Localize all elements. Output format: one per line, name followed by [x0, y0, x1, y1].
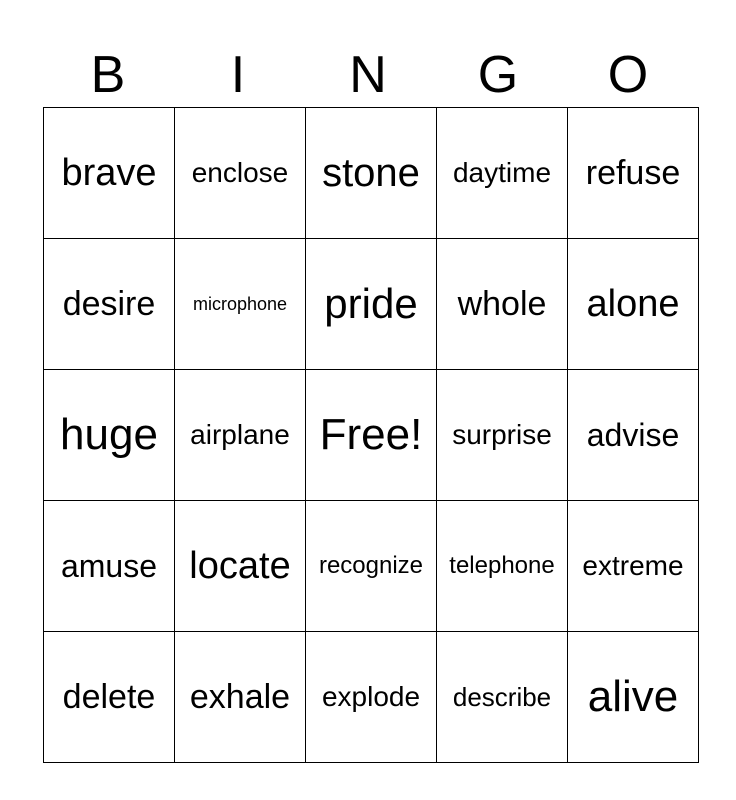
bingo-header: [43, 46, 693, 104]
bingo-cell: describe: [437, 632, 568, 763]
bingo-grid: [43, 107, 699, 763]
grid-row: [44, 239, 699, 370]
bingo-cell: locate: [175, 501, 306, 632]
bingo-cell: desire: [44, 239, 175, 370]
bingo-cell: refuse: [568, 108, 699, 239]
header-letter-g: G: [477, 46, 519, 104]
bingo-cell: delete: [44, 632, 175, 763]
free-space-cell: Free!: [306, 370, 437, 501]
bingo-cell: airplane: [175, 370, 306, 501]
bingo-cell: exhale: [175, 632, 306, 763]
bingo-cell: telephone: [437, 501, 568, 632]
bingo-cell: stone: [306, 108, 437, 239]
bingo-cell: recognize: [306, 501, 437, 632]
grid-row: [44, 632, 699, 763]
bingo-cell: enclose: [175, 108, 306, 239]
grid-row: [44, 501, 699, 632]
bingo-cell: daytime: [437, 108, 568, 239]
bingo-cell: explode: [306, 632, 437, 763]
bingo-cell: extreme: [568, 501, 699, 632]
bingo-cell: microphone: [175, 239, 306, 370]
header-letter-b: B: [90, 46, 126, 104]
header-letter-o: O: [607, 46, 649, 104]
bingo-cell: huge: [44, 370, 175, 501]
bingo-cell: advise: [568, 370, 699, 501]
bingo-cell: alive: [568, 632, 699, 763]
header-letter-i: I: [230, 46, 246, 104]
bingo-cell: alone: [568, 239, 699, 370]
bingo-cell: whole: [437, 239, 568, 370]
header-letter-n: N: [349, 46, 387, 104]
bingo-cell: surprise: [437, 370, 568, 501]
bingo-cell: amuse: [44, 501, 175, 632]
bingo-cell: pride: [306, 239, 437, 370]
grid-row: [44, 370, 699, 501]
grid-row: [44, 108, 699, 239]
bingo-cell: brave: [44, 108, 175, 239]
